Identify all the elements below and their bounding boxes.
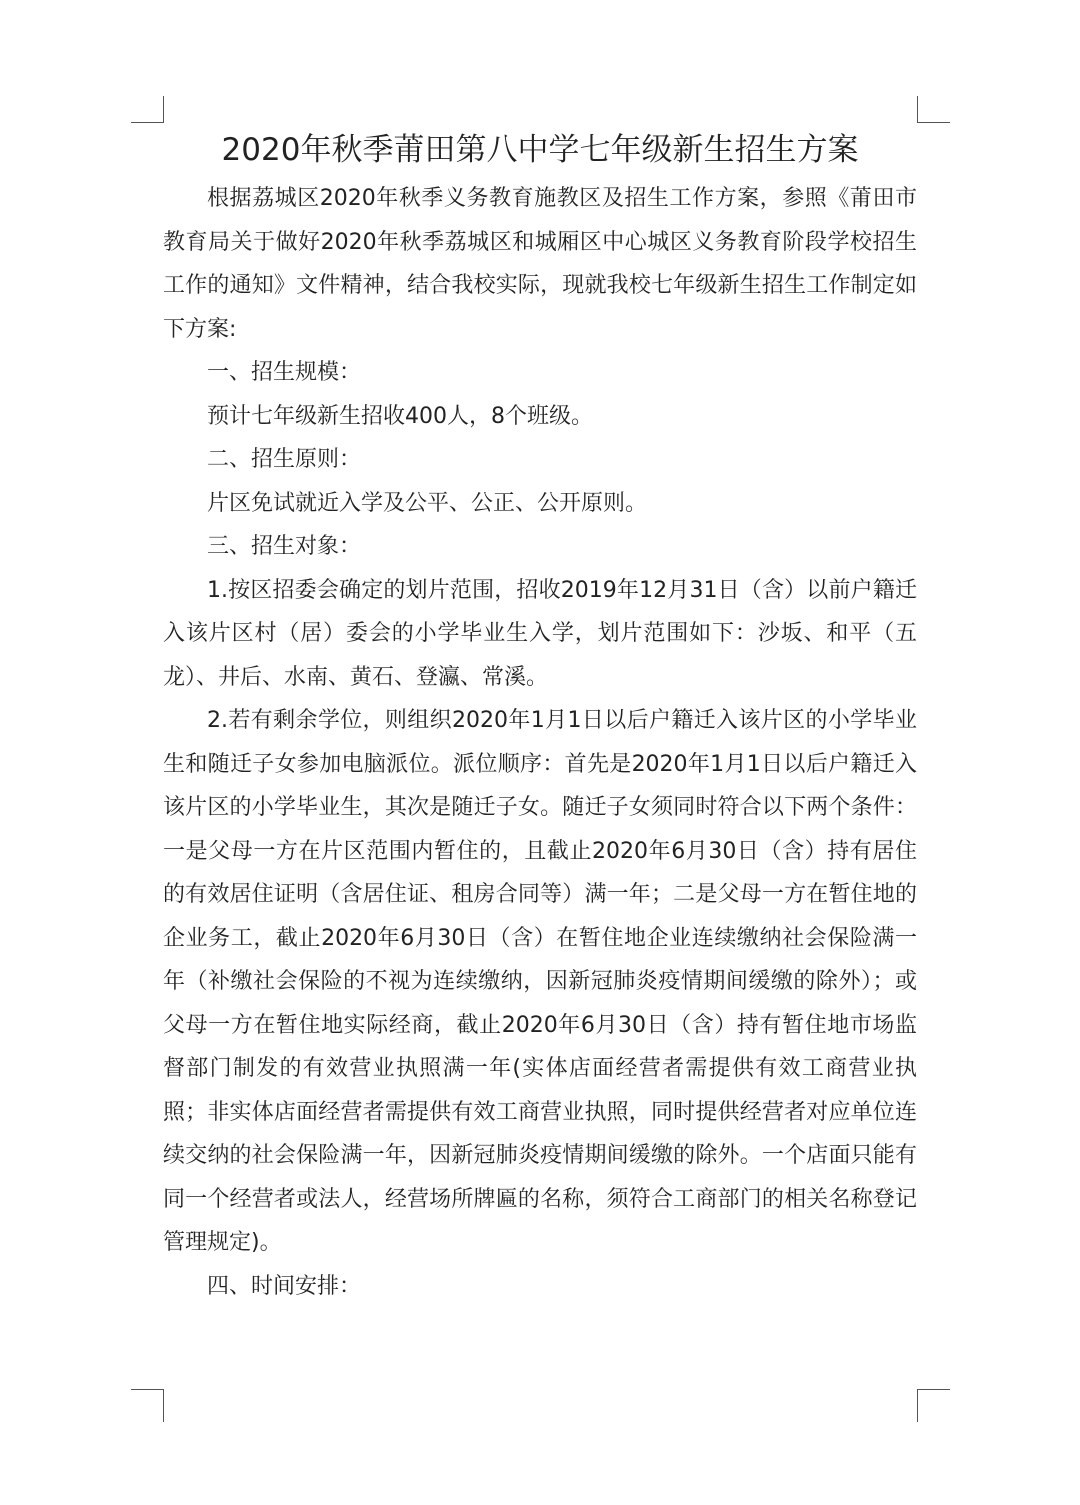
page-corner-mark-bottom-left — [131, 1389, 164, 1422]
section-heading-target: 三、招生对象： — [207, 534, 362, 559]
page-corner-mark-top-left — [131, 96, 164, 123]
scale-paragraph: 预计七年级新生招收400人，8个班级。 — [207, 403, 593, 429]
page-corner-mark-bottom-right — [917, 1389, 950, 1422]
section-heading-scale: 一、招生规模： — [207, 360, 362, 385]
document-title: 2020年秋季莆田第八中学七年级新生招生方案 — [221, 132, 859, 168]
section-heading-principle: 二、招生原则： — [207, 447, 362, 472]
page-corner-mark-top-right — [917, 96, 950, 123]
section-heading-schedule: 四、时间安排： — [207, 1273, 362, 1299]
principle-paragraph: 片区免试就近入学及公平、公正、公开原则。 — [207, 490, 648, 516]
target-item-2: 2.若有剩余学位，则组织2020年1月1日以后户籍迁入该片区的小学毕业生和随迁子女参加电脑派位。派位顺序：首先是2020年1月1日以后户籍迁入该片区的小学毕业生，其次是随迁子女。随迁子女须同时符合以下两个条件：一是父母一方在片区范围内暂住的，且截止2020年6月30日（含）持有居住的有效居住证明（含居住证、租房合同等）满一年；二是父母一方在暂住地的企业务工，截止2020年6月30日（含）在暂住地企业连续缴纳社会保险满一年（补缴社会保险的不视为连续缴纳，因新冠肺炎疫情期间缓缴的除外）；或父母一方在暂住地实际经商，截止2020年6月30日（含）持有暂住地市场监督部门制发的有效营业执照满一年(实体店面经营者需提供有效工商营业执照；非实体店面经营者需提供有效工商营业执照，同时提供经营者对应单位连续交纳的社会保险满一年，因新冠肺炎疫情期间缓缴的除外。一个店面只能有同一个经营者或法人，经营场所牌匾的名称，须符合工商部门的相关名称登记管理规定)。 — [163, 708, 917, 1255]
target-item-1: 1.按区招委会确定的划片范围，招收2019年12月31日（含）以前户籍迁入该片区村（居）委会的小学毕业生入学，划片范围如下：沙坂、和平（五龙）、井后、水南、黄石、登瀛、常溪。 — [163, 577, 918, 690]
intro-paragraph: 根据荔城区2020年秋季义务教育施教区及招生工作方案，参照《莆田市教育局关于做好2020年秋季荔城区和城厢区中心城区义务教育阶段学校招生工作的通知》文件精神，结合我校实际，现就我校七年级新生招生工作制定如下方案: — [163, 186, 917, 342]
document-body — [163, 127, 917, 1308]
